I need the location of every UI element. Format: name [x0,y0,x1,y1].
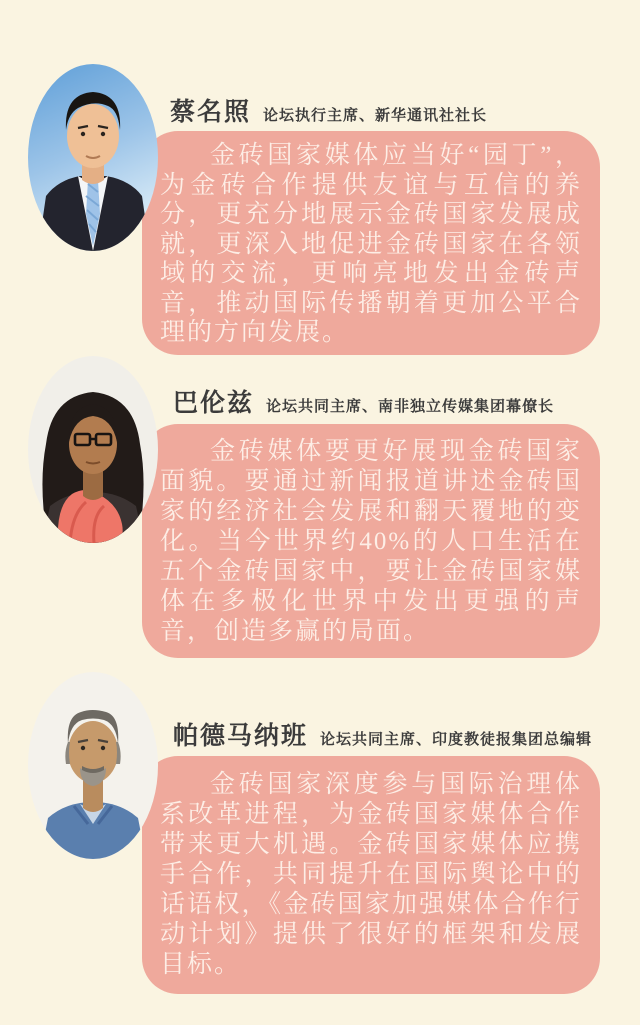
quote-text: 金砖媒体要更好展现金砖国家面貌。要通过新闻报道讲述金砖国家的经济社会发展和翻天覆地的变化。当今世界约40%的人口生活在五个金砖国家中，要让金砖国家媒体在多极化世界中发出更强的声音，创造多赢的局面。 [160,438,582,645]
man-portrait-icon [28,64,158,251]
speaker-photo [28,64,158,251]
speaker-photo [28,356,158,543]
quote-bubble [142,756,600,994]
quote-text: 金砖国家深度参与国际治理体系改革进程，为金砖国家媒体合作带来更大机遇。金砖国家媒体应携手合作，共同提升在国际舆论中的话语权，《金砖国家加强媒体合作行动计划》提供了很好的框架和发展目标。 [160,771,582,978]
quote-bubble [142,424,600,658]
speaker-name-row [170,92,487,128]
speaker-name-row [173,716,592,752]
speaker-name: 巴伦兹 [173,390,255,417]
quote-text: 金砖国家媒体应当好“园丁”，为金砖合作提供友谊与互信的养分，更充分地展示金砖国家发展成就，更深入地促进金砖国家在各领域的交流，更响亮地发出金砖声音，推动国际传播朝着更加公平合理的方向发展。 [160,142,582,346]
speaker-name-row [173,383,554,419]
speaker-title: 论坛共同主席、印度教徒报集团总编辑 [320,732,593,748]
speaker-photo [28,672,158,859]
speaker-name: 帕德马纳班 [173,723,309,750]
quote-bubble [142,131,600,355]
speaker-name: 蔡名照 [170,99,252,126]
speaker-title: 论坛执行主席、新华通讯社社长 [263,108,488,124]
speaker-title: 论坛共同主席、南非独立传媒集团幕僚长 [266,399,555,415]
man-portrait-icon [28,672,158,859]
woman-portrait-icon [28,356,158,543]
